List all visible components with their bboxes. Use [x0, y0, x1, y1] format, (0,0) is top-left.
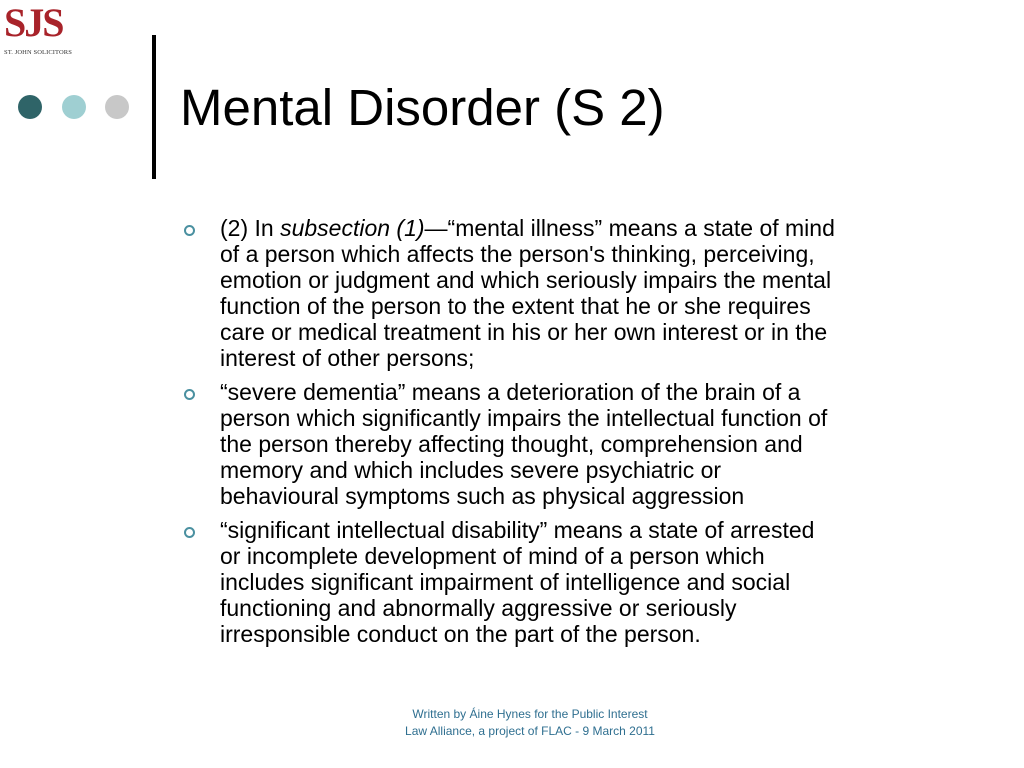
- slide-title: Mental Disorder (S 2): [180, 79, 665, 136]
- logo-mark: SJS: [4, 0, 63, 45]
- bullet-text: “significant intellectual disability” means a state of arrested or incomplete development of mind of a person which includes significant impairment of intelligence and social functioning and abnormally aggressive or seriously irresponsible conduct on the part of the person.: [220, 517, 815, 647]
- bullet-list: [184, 215, 964, 655]
- title-divider: [152, 35, 156, 179]
- bullet-item-intellectual-disability: [184, 517, 964, 647]
- bullet-item-severe-dementia: [184, 379, 964, 509]
- subsection-reference: subsection (1): [280, 215, 425, 241]
- bullet-circle-icon: [184, 389, 195, 400]
- decorative-dot-light: [62, 95, 86, 119]
- bullet-definition: —“mental illness” means a state of mind of a person which affects the person's thinking, perceiving, emotion or judgment and which seriously impairs the mental function of the person to the extent that he or she requires care or medical treatment in his or her own interest or in the interest of other persons;: [220, 215, 835, 371]
- logo-subtitle: ST. JOHN SOLICITORS: [4, 49, 72, 56]
- bullet-circle-icon: [184, 527, 195, 538]
- decorative-dot-dark: [18, 95, 42, 119]
- bullet-circle-icon: [184, 225, 195, 236]
- logo: [2, 0, 80, 63]
- decorative-dot-grey: [105, 95, 129, 119]
- footer-line-2: Law Alliance, a project of FLAC - 9 March 2011: [405, 724, 655, 738]
- bullet-prefix: (2) In: [220, 215, 281, 241]
- bullet-text: [220, 215, 835, 371]
- bullet-text: “severe dementia” means a deterioration of the brain of a person which significantly impairs the intellectual function of the person thereby affecting thought, comprehension and memory and which includes severe psychiatric or behavioural symptoms such as physical aggression: [220, 379, 828, 509]
- bullet-item-mental-illness: [184, 215, 964, 371]
- footer-line-1: Written by Áine Hynes for the Public Interest: [412, 707, 648, 721]
